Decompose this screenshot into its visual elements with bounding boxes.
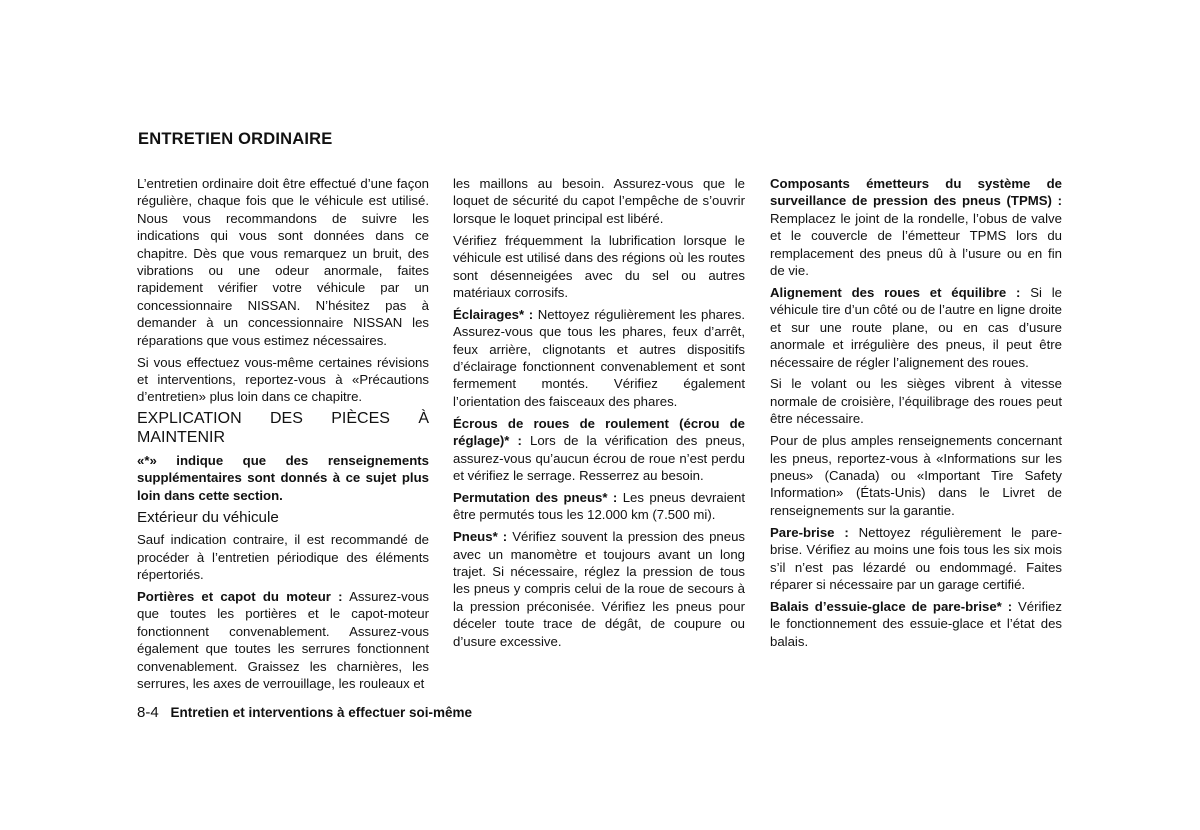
tpms-text: Remplacez le joint de la rondelle, l’obus de valve et le couvercle de l’émetteur TPMS lors du remplacement des pneus dû à l’usure ou en fin de vie.: [770, 210, 1062, 279]
lubrication-paragraph: Vérifiez fréquemment la lubrification lorsque le véhicule est utilisé dans des régions où les routes sont désenneigées avec du sel ou autres matériaux corrosifs.: [453, 232, 745, 300]
wheel-nuts-text: Lors de la vérification des pneus, assurez-vous qu’aucun écrou de roue n’est perdu et vérifiez le serrage. Resserrez au besoin.: [453, 433, 745, 483]
balance-paragraph: Si le volant ou les sièges vibrent à vitesse normale de croisière, l’équilibrage des roues peut être nécessaire.: [770, 376, 1062, 427]
tpms-paragraph: [770, 175, 1062, 279]
tire-rotation-paragraph: [453, 489, 745, 524]
column-2: [453, 175, 745, 655]
column-3: [770, 175, 1062, 655]
page-number: 8-4: [137, 704, 159, 721]
exterior-heading: Extérieur du véhicule: [137, 508, 279, 526]
tires-text: Vérifiez souvent la pression des pneus avec un manomètre et toujours avant un long trajet. Si nécessaire, réglez la pression de tous les pneus y compris celui de la roue de secours à la pression préconisée. Vérifiez les pneus pour déceler toute trace de dégât, de coupure ou d’usure excessive.: [453, 529, 746, 649]
alignment-label: Alignement des roues et équilibre :: [770, 284, 1021, 300]
windshield-text: Nettoyez régulièrement le pare-brise. Vérifiez au moins une fois tous les six mois s’il n’est pas lézardé ou endommagé. Faites réparer si nécessaire par un garage certifié.: [770, 524, 1062, 592]
tires-paragraph: [453, 528, 745, 650]
chapter-title: Entretien et interventions à effectuer soi-même: [170, 705, 473, 720]
doors-text: Assurez-vous que toutes les portières et le capot-moteur fonctionnent convenablement. Assurez-vous également que toutes les serrures fonctionnent convenablement. Graissez les charnières, les serrures, les axes de verrouillage, les rouleaux et: [137, 588, 429, 691]
intro-paragraph: L’entretien ordinaire doit être effectué d’une façon régulière, chaque fois que le véhicule est utilisé. Nous vous recommandons de suivre les indications qui vous sont données dans ce chapitre. Dès que vous remarquez un bruit, des vibrations ou une odeur anormale, faites rapidement vérifier votre véhicule par un concessionnaire NISSAN. N’hésitez pas à demander à un concessionnaire NISSAN les réparations que vous estimez nécessaires.: [137, 176, 429, 348]
doors-label: Portières et capot du moteur :: [137, 588, 343, 604]
asterisk-note: «*» indique que des renseignements supplémentaires sont donnés à ce sujet plus loin dans cette section.: [137, 452, 429, 503]
alignment-paragraph: [770, 284, 1062, 371]
more-info-paragraph: Pour de plus amples renseignements concernant les pneus, reportez-vous à «Informations sur les pneus» (Canada) ou «Important Tire Safety Information» (États-Unis) dans le Livret de renseignements sur la garantie.: [770, 433, 1062, 518]
alignment-text: Si le véhicule tire d’un côté ou de l’autre en ligne droite et sur une route plane, ou en cas d’usure anormale et irrégulière des pneus, il peut être nécessaire de régler l’alignement des roues.: [770, 284, 1062, 370]
lights-text: Nettoyez régulièrement les phares. Assurez-vous que tous les phares, feux d’arrêt, feux arrière, clignotants et autres dispositifs d’éclairage fonctionnent convenablement et sont fermement montés. Vérifiez également l’orientation des faisceaux des phares.: [453, 306, 745, 409]
wheel-nuts-label: Écrous de roues de roulement (écrou de réglage)* :: [453, 415, 745, 449]
lights-paragraph: [453, 306, 745, 410]
tire-rotation-text: Les pneus devraient être permutés tous les 12.000 km (7.500 mi).: [453, 489, 746, 523]
wipers-paragraph: [770, 598, 1062, 650]
doors-continued: les maillons au besoin. Assurez-vous que le loquet de sécurité du capot l’empêche de s’ouvrir lorsque le loquet principal est libéré.: [453, 176, 745, 226]
subsection-heading: EXPLICATION DES PIÈCES À MAINTENIR: [137, 410, 429, 446]
wipers-text: Vérifiez le fonctionnement des essuie-glace et l’état des balais.: [770, 598, 1062, 649]
tire-rotation-label: Permutation des pneus* :: [453, 489, 618, 505]
section-title: ENTRETIEN ORDINAIRE: [138, 130, 333, 148]
page-footer: [137, 704, 472, 721]
wheel-nuts-paragraph: [453, 415, 745, 485]
intro-paragraph-2: Si vous effectuez vous-même certaines révisions et interventions, reportez-vous à «Précautions d’entretien» plus loin dans ce chapitre.: [137, 354, 429, 405]
exterior-text: Sauf indication contraire, il est recommandé de procéder à l’entretien périodique des éléments répertoriés.: [137, 532, 429, 582]
doors-paragraph: [137, 588, 429, 692]
tires-label: Pneus* :: [453, 529, 508, 545]
tpms-label: Composants émetteurs du système de surveillance de pression des pneus (TPMS) :: [770, 176, 1062, 209]
wipers-label: Balais d’essuie-glace de pare-brise* :: [770, 598, 1013, 614]
column-1: [137, 175, 429, 697]
windshield-paragraph: [770, 524, 1062, 594]
lights-label: Éclairages* :: [453, 306, 534, 322]
windshield-label: Pare-brise :: [770, 524, 849, 540]
